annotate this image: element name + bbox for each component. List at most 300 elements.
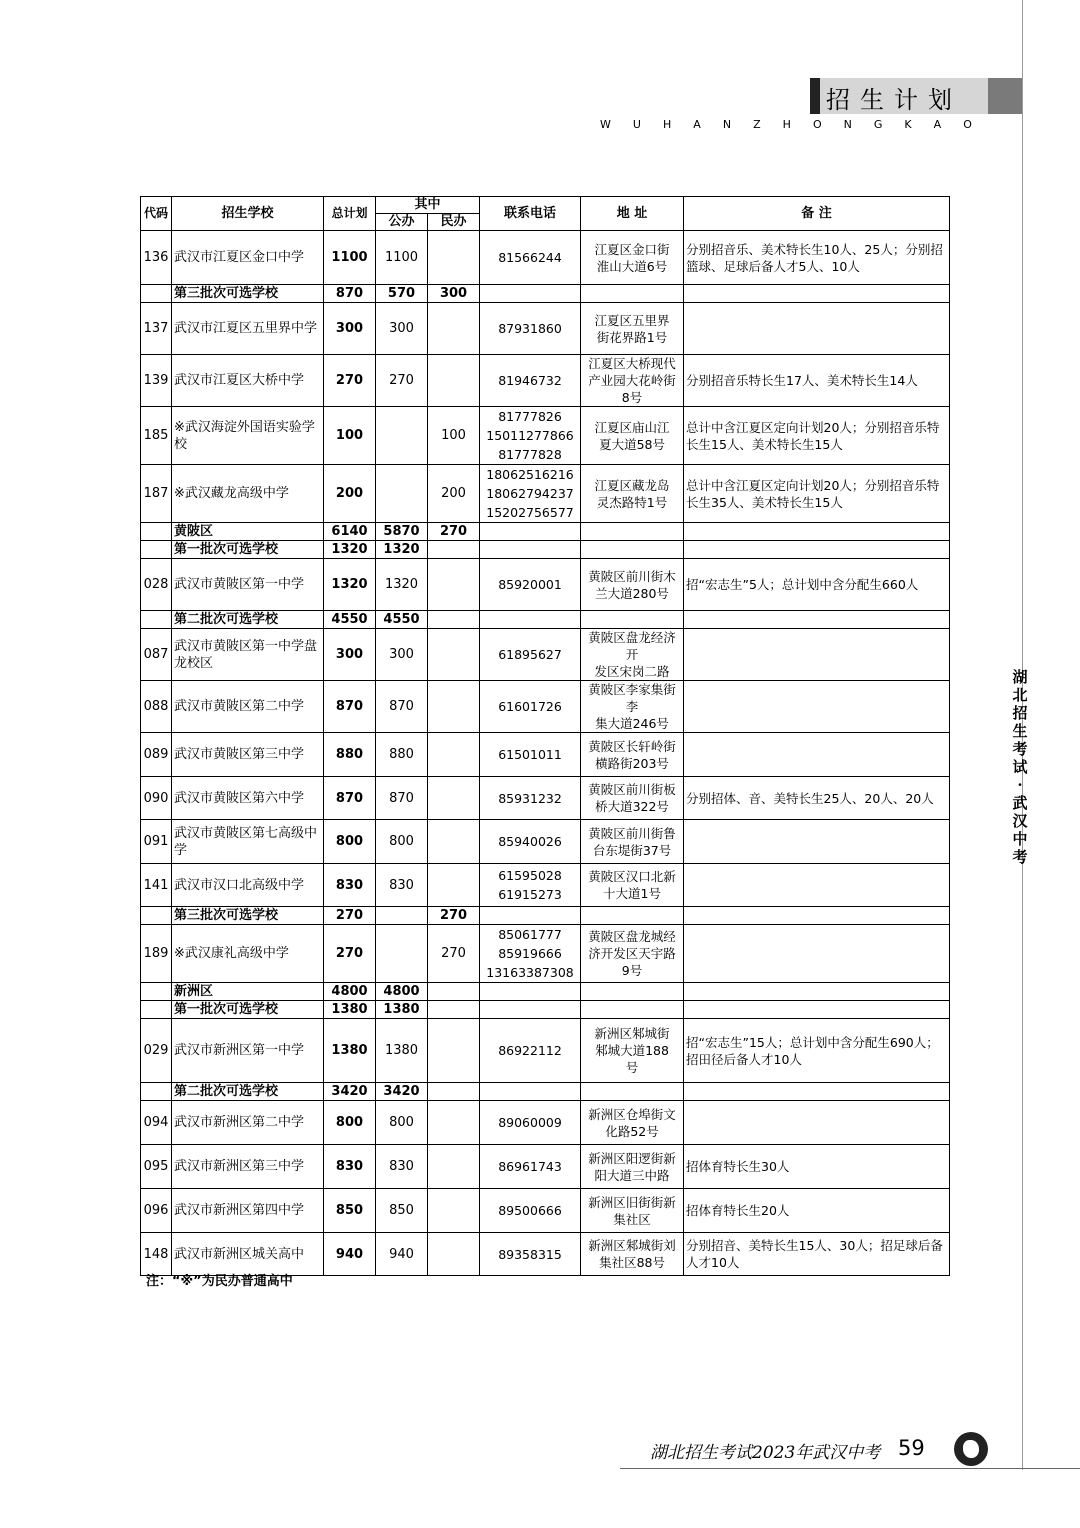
row-total: 6140 — [324, 523, 376, 541]
row-phone — [480, 1189, 581, 1233]
side-char: 汉 — [1012, 812, 1028, 830]
row-phone — [480, 1083, 581, 1101]
phone-line: 89500666 — [498, 1203, 562, 1218]
row-school-name: 武汉市江夏区大桥中学 — [172, 355, 324, 407]
row-remark — [684, 629, 950, 681]
address-line: 黄陂区前川街木 — [588, 568, 676, 584]
row-phone — [480, 777, 581, 820]
row-remark: 招体育特长生30人 — [684, 1145, 950, 1189]
address-line: 江夏区五里界 — [594, 312, 670, 328]
phone-line: 15011277866 — [486, 428, 574, 443]
side-char: · — [1017, 776, 1023, 794]
row-phone — [480, 1001, 581, 1019]
school-row — [141, 231, 950, 285]
address-line: 邾城大道188 — [595, 1043, 669, 1058]
group-name: 第三批次可选学校 — [172, 907, 324, 925]
school-row — [141, 1189, 950, 1233]
row-remark — [684, 907, 950, 925]
row-public: 870 — [376, 681, 428, 733]
row-private: 200 — [428, 465, 480, 523]
row-private: 270 — [428, 907, 480, 925]
row-private — [428, 1145, 480, 1189]
row-total: 3420 — [324, 1083, 376, 1101]
row-phone — [480, 611, 581, 629]
phone-line: 61895627 — [498, 647, 562, 662]
row-address — [581, 681, 684, 733]
row-school-name: 武汉市新洲区第四中学 — [172, 1189, 324, 1233]
address-line: 江夏区庙山江 — [594, 419, 670, 435]
row-public: 870 — [376, 777, 428, 820]
row-address — [581, 1001, 684, 1019]
row-remark: 分别招音乐特长生17人、美术特长生14人 — [684, 355, 950, 407]
row-address — [581, 1145, 684, 1189]
row-school-name: 武汉市新洲区第一中学 — [172, 1019, 324, 1083]
row-total: 1100 — [324, 231, 376, 285]
row-remark: 总计中含江夏区定向计划20人；分别招音乐特长生35人、美术特长生15人 — [684, 465, 950, 523]
group-name: 第三批次可选学校 — [172, 285, 324, 303]
row-public: 300 — [376, 303, 428, 355]
row-address — [581, 864, 684, 907]
row-public: 5870 — [376, 523, 428, 541]
row-private — [428, 303, 480, 355]
phone-line: 86961743 — [498, 1159, 562, 1174]
row-total: 4800 — [324, 983, 376, 1001]
row-school-name: ※武汉海淀外国语实验学校 — [172, 407, 324, 465]
row-code: 187 — [141, 465, 172, 523]
subtitle-letter: U — [632, 118, 641, 131]
row-code: 189 — [141, 925, 172, 983]
row-private — [428, 777, 480, 820]
row-remark — [684, 820, 950, 864]
phone-line: 81777826 — [498, 409, 562, 424]
phone-line: 89358315 — [498, 1246, 562, 1262]
row-phone — [480, 925, 581, 983]
row-remark — [684, 285, 950, 303]
row-phone — [480, 285, 581, 303]
row-private: 270 — [428, 523, 480, 541]
row-school-name: 武汉市黄陂区第一中学 — [172, 559, 324, 611]
row-code — [141, 907, 172, 925]
phone-line: 81777828 — [498, 447, 562, 462]
header-remark: 备 注 — [684, 197, 950, 231]
row-address — [581, 1189, 684, 1233]
school-row — [141, 1019, 950, 1083]
row-private — [428, 820, 480, 864]
row-total: 270 — [324, 907, 376, 925]
row-private — [428, 1189, 480, 1233]
row-total: 800 — [324, 820, 376, 864]
row-public: 940 — [376, 1233, 428, 1276]
row-private — [428, 1001, 480, 1019]
header-address: 地 址 — [581, 197, 684, 231]
row-address — [581, 559, 684, 611]
row-address — [581, 611, 684, 629]
row-remark — [684, 1083, 950, 1101]
subtitle-letter: K — [904, 118, 912, 131]
address-line: 淮山大道6号 — [596, 258, 668, 274]
row-code — [141, 541, 172, 559]
row-school-name: 武汉市江夏区五里界中学 — [172, 303, 324, 355]
address-line: 街花界路1号 — [596, 329, 668, 345]
row-total: 300 — [324, 629, 376, 681]
row-school-name: ※武汉康礼高级中学 — [172, 925, 324, 983]
header-private: 民办 — [428, 214, 480, 231]
row-public: 4800 — [376, 983, 428, 1001]
group-name: 第二批次可选学校 — [172, 1083, 324, 1101]
row-code: 141 — [141, 864, 172, 907]
row-remark — [684, 864, 950, 907]
row-phone — [480, 465, 581, 523]
row-public: 4550 — [376, 611, 428, 629]
row-total: 800 — [324, 1101, 376, 1145]
row-total: 270 — [324, 925, 376, 983]
row-public — [376, 407, 428, 465]
row-private: 100 — [428, 407, 480, 465]
address-line: 阳大道三中路 — [594, 1167, 670, 1183]
row-public: 300 — [376, 629, 428, 681]
row-remark — [684, 541, 950, 559]
row-total: 880 — [324, 733, 376, 777]
row-school-name: 武汉市新洲区第三中学 — [172, 1145, 324, 1189]
row-code: 088 — [141, 681, 172, 733]
section-title: 招生计划 — [826, 86, 962, 114]
row-address — [581, 523, 684, 541]
row-total: 270 — [324, 355, 376, 407]
group-row — [141, 611, 950, 629]
row-total: 940 — [324, 1233, 376, 1276]
school-row — [141, 681, 950, 733]
phone-line: 85931232 — [498, 790, 562, 806]
row-code: 029 — [141, 1019, 172, 1083]
address-line: 新洲区邾城街 — [594, 1026, 670, 1041]
group-row — [141, 1001, 950, 1019]
subtitle-letter: H — [782, 118, 791, 131]
row-total: 870 — [324, 681, 376, 733]
row-school-name: 武汉市江夏区金口中学 — [172, 231, 324, 285]
group-row — [141, 1083, 950, 1101]
row-private — [428, 355, 480, 407]
row-phone — [480, 407, 581, 465]
address-line: 新洲区阳逻街新 — [588, 1150, 676, 1166]
address-line: 新洲区旧街街新 — [588, 1194, 676, 1210]
subtitle-letter: N — [843, 118, 852, 131]
address-line: 集社区88号 — [599, 1255, 665, 1270]
row-address — [581, 285, 684, 303]
row-address — [581, 303, 684, 355]
row-total: 1380 — [324, 1019, 376, 1083]
row-phone — [480, 523, 581, 541]
subtitle-letter: W — [600, 118, 611, 131]
subtitle-letter: N — [722, 118, 732, 131]
row-code: 139 — [141, 355, 172, 407]
address-line: 黄陂区前川街板 — [588, 782, 676, 797]
row-address — [581, 465, 684, 523]
row-code — [141, 1083, 172, 1101]
row-school-name: 武汉市黄陂区第七高级中学 — [172, 820, 324, 864]
row-code: 096 — [141, 1189, 172, 1233]
row-phone — [480, 1101, 581, 1145]
phone-line: 87931860 — [498, 321, 562, 336]
row-address — [581, 355, 684, 407]
row-private — [428, 559, 480, 611]
row-code — [141, 611, 172, 629]
row-total: 300 — [324, 303, 376, 355]
school-row — [141, 777, 950, 820]
header-bar — [810, 78, 820, 114]
row-school-name: ※武汉藏龙高级中学 — [172, 465, 324, 523]
address-line: 新洲区仓埠街文 — [588, 1106, 676, 1122]
group-row — [141, 523, 950, 541]
row-public: 830 — [376, 864, 428, 907]
enrollment-plan-table — [140, 196, 950, 1276]
row-total: 4550 — [324, 611, 376, 629]
side-vertical-text — [1008, 668, 1032, 866]
row-public: 1320 — [376, 559, 428, 611]
row-total: 200 — [324, 465, 376, 523]
group-row — [141, 541, 950, 559]
section-subtitle — [600, 118, 972, 131]
row-school-name: 武汉市黄陂区第三中学 — [172, 733, 324, 777]
row-code: 137 — [141, 303, 172, 355]
row-public: 830 — [376, 1145, 428, 1189]
row-code: 094 — [141, 1101, 172, 1145]
phone-line: 13163387308 — [486, 965, 574, 980]
subtitle-letter: G — [873, 118, 883, 131]
address-line: 桥大道322号 — [595, 799, 669, 814]
row-public: 1100 — [376, 231, 428, 285]
row-private — [428, 1233, 480, 1276]
row-code: 091 — [141, 820, 172, 864]
address-line: 江夏区藏龙岛 — [594, 477, 670, 493]
address-line: 集社区 — [613, 1211, 651, 1227]
row-public: 880 — [376, 733, 428, 777]
row-public: 800 — [376, 820, 428, 864]
row-private — [428, 733, 480, 777]
phone-line: 86922112 — [498, 1043, 562, 1058]
row-school-name: 武汉市黄陂区第一中学盘龙校区 — [172, 629, 324, 681]
footnote: 注：“※”为民办普通高中 — [146, 1274, 293, 1289]
footer-title: 湖北招生考试2023年武汉中考 — [650, 1443, 881, 1463]
row-address — [581, 407, 684, 465]
address-line: 江夏区大桥现代 — [588, 356, 676, 371]
row-public: 3420 — [376, 1083, 428, 1101]
row-remark — [684, 681, 950, 733]
school-row — [141, 407, 950, 465]
address-line: 化路52号 — [605, 1123, 659, 1139]
address-line: 十大道1号 — [603, 886, 661, 901]
row-code — [141, 983, 172, 1001]
side-char: 中 — [1012, 830, 1028, 848]
school-row — [141, 559, 950, 611]
phone-line: 81566244 — [498, 250, 562, 265]
row-remark: 总计中含江夏区定向计划20人；分别招音乐特长生15人、美术特长生15人 — [684, 407, 950, 465]
school-row — [141, 465, 950, 523]
school-row — [141, 820, 950, 864]
row-phone — [480, 303, 581, 355]
row-code: 028 — [141, 559, 172, 611]
row-phone — [480, 864, 581, 907]
row-remark — [684, 1001, 950, 1019]
row-private — [428, 983, 480, 1001]
row-total: 850 — [324, 1189, 376, 1233]
side-char: 生 — [1012, 722, 1028, 740]
row-school-name: 武汉市黄陂区第二中学 — [172, 681, 324, 733]
phone-line: 89060009 — [498, 1115, 562, 1130]
subtitle-letter: Z — [753, 118, 761, 131]
header-school: 招生学校 — [172, 197, 324, 231]
row-phone — [480, 1233, 581, 1276]
row-public: 1380 — [376, 1001, 428, 1019]
side-char: 考 — [1012, 740, 1028, 758]
row-school-name: 武汉市汉口北高级中学 — [172, 864, 324, 907]
row-remark: 分别招音、美特长生15人、30人；招足球后备人才10人 — [684, 1233, 950, 1276]
school-row — [141, 1145, 950, 1189]
row-address — [581, 983, 684, 1001]
row-remark: 分别招音乐、美术特长生10人、25人；分别招篮球、足球后备人才5人、10人 — [684, 231, 950, 285]
address-line: 8号 — [621, 390, 643, 405]
address-line: 9号 — [621, 963, 643, 978]
row-remark — [684, 303, 950, 355]
row-total: 830 — [324, 1145, 376, 1189]
address-line: 横路街203号 — [595, 755, 669, 771]
phone-line: 61501011 — [498, 747, 562, 762]
phone-line: 18062794237 — [486, 486, 574, 501]
row-private: 300 — [428, 285, 480, 303]
row-public: 1320 — [376, 541, 428, 559]
row-remark — [684, 733, 950, 777]
row-phone — [480, 1019, 581, 1083]
group-name: 第一批次可选学校 — [172, 1001, 324, 1019]
address-line: 黄陂区李家集街李 — [588, 682, 676, 714]
row-public — [376, 907, 428, 925]
group-row — [141, 983, 950, 1001]
row-phone — [480, 820, 581, 864]
row-school-name: 武汉市新洲区第二中学 — [172, 1101, 324, 1145]
school-row — [141, 864, 950, 907]
row-private — [428, 1101, 480, 1145]
row-phone — [480, 629, 581, 681]
row-total: 830 — [324, 864, 376, 907]
row-phone — [480, 541, 581, 559]
row-remark — [684, 925, 950, 983]
address-line: 台东堤街37号 — [592, 842, 672, 858]
row-code: 148 — [141, 1233, 172, 1276]
row-remark: 招“宏志生”15人；总计划中含分配生690人；招田径后备人才10人 — [684, 1019, 950, 1083]
subtitle-letter: O — [812, 118, 822, 131]
row-public: 850 — [376, 1189, 428, 1233]
header-phone: 联系电话 — [480, 197, 581, 231]
row-code: 185 — [141, 407, 172, 465]
address-line: 黄陂区盘龙经济开 — [588, 630, 676, 662]
row-public: 270 — [376, 355, 428, 407]
row-private — [428, 611, 480, 629]
address-line: 黄陂区长轩岭街 — [588, 738, 676, 754]
row-remark: 分别招体、音、美特长生25人、20人、20人 — [684, 777, 950, 820]
row-total: 870 — [324, 777, 376, 820]
row-address — [581, 1101, 684, 1145]
phone-line: 85061777 — [498, 927, 562, 942]
row-address — [581, 1083, 684, 1101]
row-private — [428, 1083, 480, 1101]
row-code: 090 — [141, 777, 172, 820]
row-private — [428, 681, 480, 733]
phone-line: 61595028 — [498, 868, 562, 883]
address-line: 新洲区邾城街刘 — [588, 1238, 676, 1253]
header-accent — [988, 78, 1022, 114]
row-phone — [480, 355, 581, 407]
row-remark — [684, 1101, 950, 1145]
subtitle-letter: O — [963, 118, 972, 131]
school-row — [141, 303, 950, 355]
header-public: 公办 — [376, 214, 428, 231]
group-row — [141, 285, 950, 303]
side-char: 试 — [1012, 758, 1028, 776]
row-private — [428, 541, 480, 559]
row-code: 087 — [141, 629, 172, 681]
phone-line: 61915273 — [498, 887, 562, 902]
row-code — [141, 1001, 172, 1019]
address-line: 兰大道280号 — [595, 585, 669, 601]
row-public — [376, 925, 428, 983]
row-public: 570 — [376, 285, 428, 303]
row-private — [428, 864, 480, 907]
row-phone — [480, 231, 581, 285]
address-line: 黄陂区前川街鲁 — [588, 825, 676, 841]
row-school-name: 武汉市黄陂区第六中学 — [172, 777, 324, 820]
row-address — [581, 629, 684, 681]
subtitle-letter: H — [662, 118, 672, 131]
row-code: 089 — [141, 733, 172, 777]
row-address — [581, 541, 684, 559]
row-total: 1320 — [324, 541, 376, 559]
side-char: 湖 — [1012, 668, 1028, 686]
row-total: 1320 — [324, 559, 376, 611]
row-total: 870 — [324, 285, 376, 303]
row-remark — [684, 983, 950, 1001]
page-number: 59 — [898, 1436, 925, 1460]
footer-line — [620, 1468, 1080, 1469]
row-code — [141, 523, 172, 541]
address-line: 产业园大花岭街 — [588, 373, 676, 388]
side-char: 武 — [1012, 794, 1028, 812]
row-address — [581, 777, 684, 820]
address-line: 夏大道58号 — [599, 436, 665, 452]
row-address — [581, 1233, 684, 1276]
row-code: 095 — [141, 1145, 172, 1189]
phone-line: 15202756577 — [486, 505, 574, 520]
row-private — [428, 1019, 480, 1083]
row-total: 100 — [324, 407, 376, 465]
header-among: 其中 — [376, 197, 480, 214]
row-address — [581, 925, 684, 983]
row-remark: 招“宏志生”5人；总计划中含分配生660人 — [684, 559, 950, 611]
phone-line: 85919666 — [498, 946, 562, 961]
row-remark — [684, 523, 950, 541]
school-row — [141, 733, 950, 777]
row-phone — [480, 681, 581, 733]
row-public — [376, 465, 428, 523]
group-row — [141, 907, 950, 925]
row-remark: 招体育特长生20人 — [684, 1189, 950, 1233]
address-line: 集大道246号 — [595, 716, 669, 731]
address-line: 济开发区天宇路 — [588, 946, 676, 961]
row-phone — [480, 559, 581, 611]
row-private — [428, 629, 480, 681]
row-public: 1380 — [376, 1019, 428, 1083]
phone-line: 85920001 — [498, 577, 562, 592]
row-address — [581, 1019, 684, 1083]
side-char: 考 — [1012, 848, 1028, 866]
